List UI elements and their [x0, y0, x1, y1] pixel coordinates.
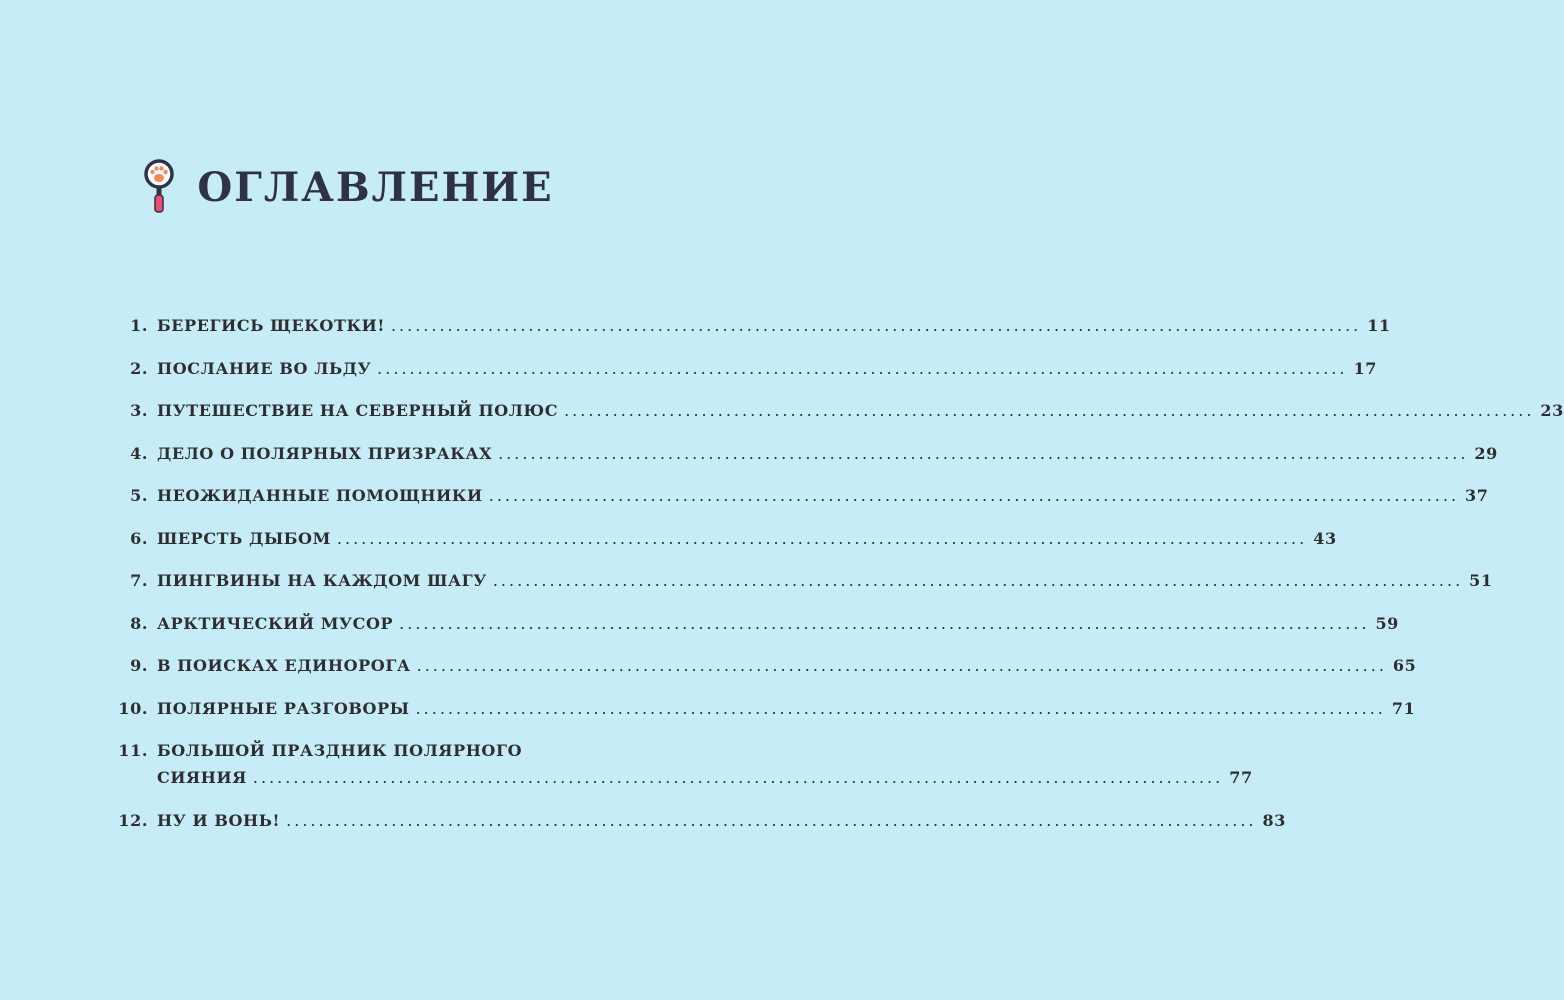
toc-leader-dots: ........................................................................................................................ [492, 571, 1464, 590]
toc-entry-title: НЕОЖИДАННЫЕ ПОМОЩНИКИ [157, 486, 483, 505]
toc-entry-title-continued: СИЯНИЯ [157, 768, 247, 787]
toc-entry[interactable] [110, 807, 1286, 834]
toc-entry-number: 9. [130, 656, 148, 675]
toc-entry-title: ШЕРСТЬ ДЫБОМ [157, 528, 331, 548]
toc-entry-page-number: 71 [1391, 698, 1416, 718]
toc-entry-page-number: 17 [1353, 358, 1377, 378]
toc-entry[interactable] [110, 695, 1416, 722]
toc-entry[interactable] [110, 652, 1417, 679]
toc-leader-dots: ........................................................................................................................ [377, 358, 1348, 378]
toc-leader-dots: ........................................................................................................................ [564, 401, 1535, 420]
toc-entry-number: 1. [130, 316, 148, 335]
toc-entry[interactable] [110, 737, 1253, 791]
toc-entry-number: 5. [130, 486, 148, 505]
toc-entry-title: АРКТИЧЕСКИЙ МУСОР [157, 613, 394, 633]
toc-entry[interactable] [110, 567, 1493, 594]
toc-leader-dots: ........................................................................................................................ [336, 528, 1308, 548]
toc-entry-title: ПИНГВИНЫ НА КАЖДОМ ШАГУ [157, 571, 487, 590]
toc-entry-title: ПОСЛАНИЕ ВО ЛЬДУ [157, 358, 372, 378]
page-title: ОГЛАВЛЕНИЕ [197, 163, 554, 211]
toc-leader-dots: ........................................................................................................................ [390, 316, 1362, 335]
toc-entry-page-number: 43 [1313, 528, 1337, 548]
toc-entry-number: 3. [130, 401, 148, 420]
toc-entry-title: НУ И ВОНЬ! [157, 810, 281, 830]
toc-entry-page-number: 51 [1469, 571, 1493, 590]
toc-entry-title: В ПОИСКАХ ЕДИНОРОГА [157, 656, 411, 675]
toc-entry[interactable] [110, 355, 1377, 382]
toc-entry-number: 10. [118, 698, 148, 718]
toc-entry[interactable] [110, 482, 1489, 509]
toc-entry[interactable] [110, 610, 1399, 637]
toc-leader-dots: ........................................................................................................................ [498, 443, 1469, 463]
toc-entry-number: 7. [130, 571, 148, 590]
toc-leader-dots: ........................................................................................................................ [488, 486, 1460, 505]
toc-entry-number: 12. [118, 810, 148, 830]
toc-entry-page-number: 11 [1367, 316, 1391, 335]
toc-entry-page-number: 65 [1392, 656, 1417, 675]
toc-entry-number: 2. [130, 358, 148, 378]
magnifier-paw-icon [143, 158, 175, 216]
toc-entry-number: 4. [130, 443, 148, 463]
toc-entry[interactable] [110, 440, 1498, 467]
toc-entry-number: 11. [118, 741, 148, 760]
toc-heading [0, 158, 697, 216]
toc-entry-title: БЕРЕГИСЬ ЩЕКОТКИ! [157, 316, 385, 335]
toc-leader-dots: ........................................................................................................................ [416, 656, 1387, 675]
toc-entry-number: 6. [130, 528, 148, 548]
toc-leader-dots: ........................................................................................................................ [252, 768, 1224, 787]
toc-entry[interactable] [110, 312, 1391, 339]
table-of-contents [110, 312, 1564, 849]
toc-leader-dots: ........................................................................................................................ [399, 613, 1370, 633]
toc-leader-dots: ........................................................................................................................ [415, 698, 1386, 718]
toc-entry-title: ПУТЕШЕСТВИЕ НА СЕВЕРНЫЙ ПОЛЮС [157, 401, 559, 420]
toc-entry-page-number: 37 [1465, 486, 1489, 505]
toc-entry-page-number: 59 [1375, 613, 1399, 633]
toc-entry-page-number: 29 [1474, 443, 1498, 463]
toc-entry-page-number: 23 [1540, 401, 1564, 420]
toc-entry[interactable] [110, 397, 1564, 424]
toc-entry-title: ДЕЛО О ПОЛЯРНЫХ ПРИЗРАКАХ [157, 443, 493, 463]
toc-entry[interactable] [110, 525, 1337, 552]
toc-entry-page-number: 77 [1229, 768, 1253, 787]
toc-entry-number: 8. [130, 613, 148, 633]
toc-entry-page-number: 83 [1262, 810, 1286, 830]
toc-entry-title: БОЛЬШОЙ ПРАЗДНИК ПОЛЯРНОГО [157, 741, 523, 760]
toc-entry-title: ПОЛЯРНЫЕ РАЗГОВОРЫ [157, 698, 410, 718]
toc-leader-dots: ........................................................................................................................ [286, 810, 1257, 830]
